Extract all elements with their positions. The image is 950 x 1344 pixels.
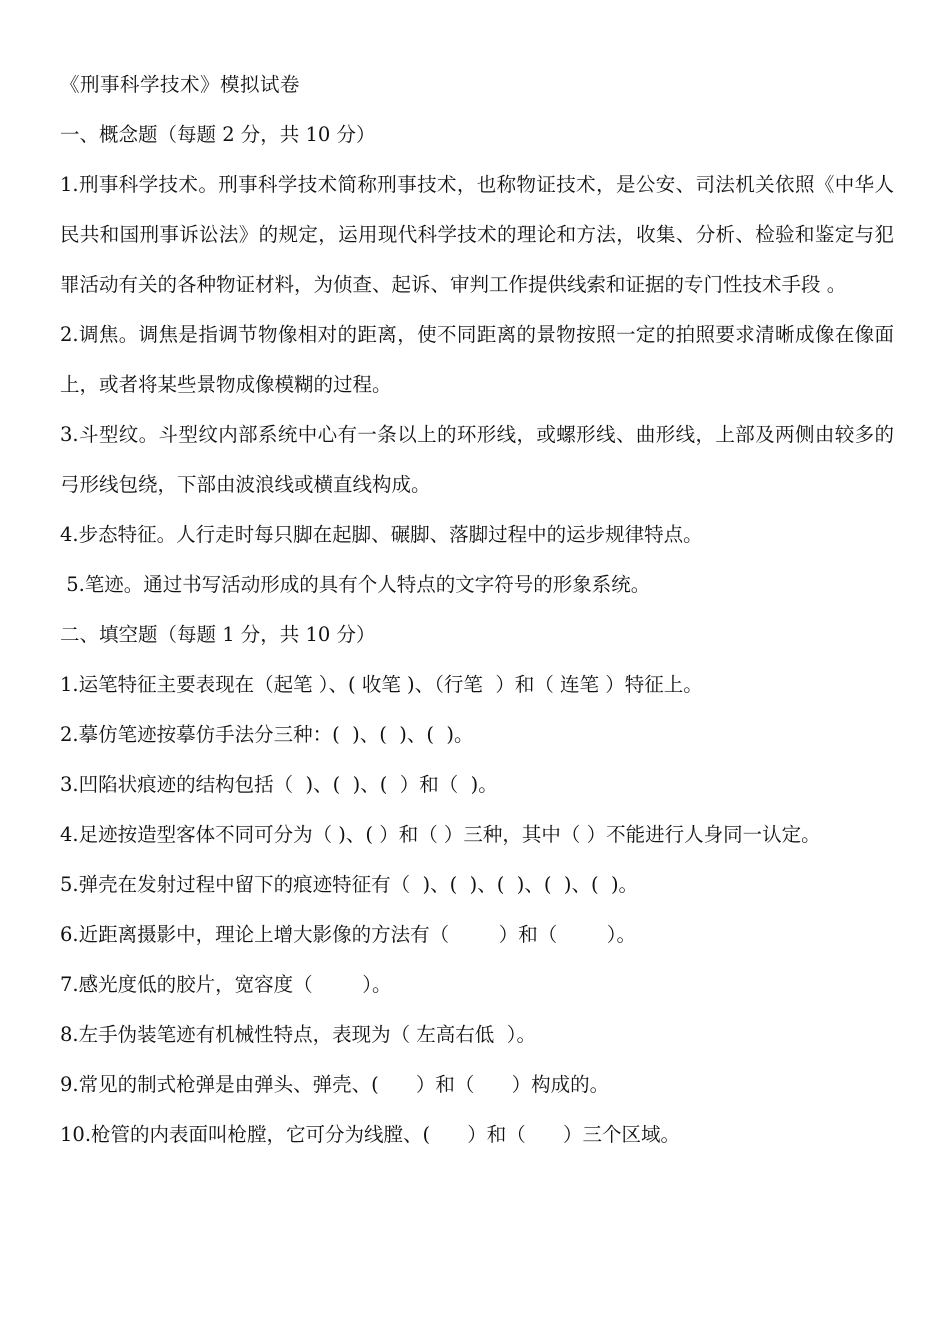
fill-item-7: 7.感光度低的胶片，宽容度（ ）。: [60, 973, 392, 996]
concept-item-4: 4.步态特征。人行走时每只脚在起脚、碾脚、落脚过程中的运步规律特点。: [60, 523, 703, 546]
fill-item-3: 3.凹陷状痕迹的结构包括（ )、( )、( ）和（ )。: [60, 773, 498, 796]
fill-item-4: 4.足迹按造型客体不同可分为（ )、( ）和（ ）三种，其中（ ）不能进行人身同一认定。: [60, 823, 821, 846]
concept-item-1: 1.刑事科学技术。刑事科学技术简称刑事技术，也称物证技术，是公安、司法机关依照《中华人民共和国刑事诉讼法》的规定，运用现代科学技术的理论和方法，收集、分析、检验和鉴定与犯罪活动有关的各种物证材料，为侦查、起诉、审判工作提供线索和证据的专门性技术手段 。: [60, 173, 894, 296]
concept-item-5: 5.笔迹。通过书写活动形成的具有个人特点的文字符号的形象系统。: [60, 573, 651, 596]
fill-item-8: 8.左手伪装笔迹有机械性特点，表现为（ 左高右低 ）。: [60, 1023, 536, 1046]
section-heading-fill-in: 二、填空题（每题 1 分，共 10 分）: [60, 623, 376, 646]
document-title: 《刑事科学技术》模拟试卷: [60, 73, 301, 96]
fill-item-10: 10.枪管的内表面叫枪膛，它可分为线膛、( ）和（ ）三个区域。: [60, 1123, 681, 1146]
fill-item-6: 6.近距离摄影中，理论上增大影像的方法有（ ）和（ ）。: [60, 923, 637, 946]
concept-item-3: 3.斗型纹。斗型纹内部系统中心有一条以上的环形线，或螺形线、曲形线，上部及两侧由较多的弓形线包绕，下部由波浪线或横直线构成。: [60, 423, 894, 496]
section-heading-concepts: 一、概念题（每题 2 分，共 10 分）: [60, 123, 376, 146]
fill-item-2: 2.摹仿笔迹按摹仿手法分三种：( )、( )、( )。: [60, 723, 474, 746]
fill-item-5: 5.弹壳在发射过程中留下的痕迹特征有（ )、( )、( )、( )、( )。: [60, 873, 639, 896]
fill-item-9: 9.常见的制式枪弹是由弹头、弹壳、( ）和（ ）构成的。: [60, 1073, 610, 1096]
fill-item-1: 1.运笔特征主要表现在（起笔 ）、( 收笔 )、（行笔 ）和（ 连笔 ）特征上。: [60, 673, 703, 696]
concept-item-2: 2.调焦。调焦是指调节物像相对的距离，使不同距离的景物按照一定的拍照要求清晰成像在像面上，或者将某些景物成像模糊的过程。: [60, 323, 894, 396]
